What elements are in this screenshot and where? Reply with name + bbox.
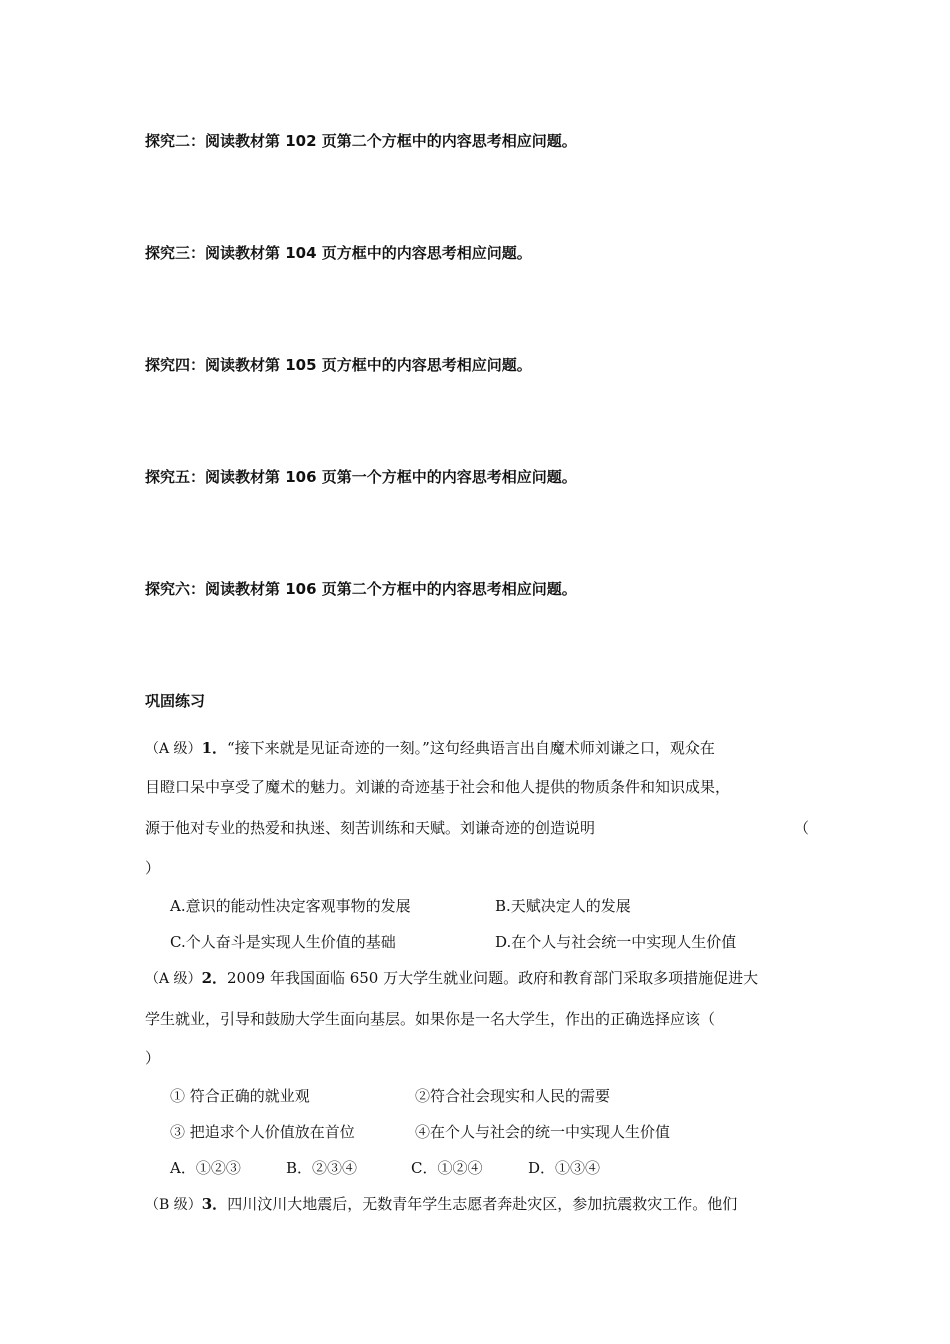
q1-paren-open: （ <box>794 819 810 837</box>
q2-line-1 <box>145 968 758 989</box>
exploration-3: 探究三：阅读教材第 104 页方框中的内容思考相应问题。 <box>145 244 532 262</box>
q1-option-d: D.在个人与社会统一中实现人生价值 <box>495 933 737 951</box>
q1-option-b: B.天赋决定人的发展 <box>495 897 631 915</box>
q2-option-a: A．①②③ <box>170 1159 241 1177</box>
section-title: 巩固练习 <box>145 692 206 710</box>
q1-level: （A 级） <box>145 741 202 757</box>
q1-option-c: C.个人奋斗是实现人生价值的基础 <box>170 933 396 951</box>
exploration-5: 探究五：阅读教材第 106 页第一个方框中的内容思考相应问题。 <box>145 468 577 486</box>
q1-line-1 <box>145 738 715 759</box>
q2-item-3: ③ 把追求个人价值放在首位 <box>170 1123 355 1141</box>
q3-number: 3． <box>201 1195 228 1213</box>
q3-level: （B 级） <box>145 1197 202 1213</box>
q2-number: 2． <box>201 969 227 987</box>
q3-line-1 <box>145 1194 737 1215</box>
q2-item-4: ④在个人与社会的统一中实现人生价值 <box>415 1123 671 1141</box>
q2-text-1: 2009 年我国面临 650 万大学生就业问题。政府和教育部门采取多项措施促进大 <box>227 969 759 987</box>
q1-option-a: A.意识的能动性决定客观事物的发展 <box>170 897 411 915</box>
q1-line-2: 目瞪口呆中享受了魔术的魅力。刘谦的奇迹基于社会和他人提供的物质条件和知识成果， <box>145 778 731 796</box>
q1-line-3: 源于他对专业的热爱和执迷、刻苦训练和天赋。刘谦奇迹的创造说明 <box>145 819 596 837</box>
q1-paren-close: ） <box>145 859 161 877</box>
exploration-6: 探究六：阅读教材第 106 页第二个方框中的内容思考相应问题。 <box>145 580 577 598</box>
q2-item-2: ②符合社会现实和人民的需要 <box>415 1087 611 1105</box>
q2-option-c: C．①②④ <box>411 1159 483 1177</box>
q2-line-2: 学生就业，引导和鼓励大学生面向基层。如果你是一名大学生，作出的正确选择应该（ <box>145 1010 716 1028</box>
q2-item-1: ① 符合正确的就业观 <box>170 1087 310 1105</box>
exploration-4: 探究四：阅读教材第 105 页方框中的内容思考相应问题。 <box>145 356 532 374</box>
q2-option-b: B．②③④ <box>286 1159 358 1177</box>
q1-text-1: “接下来就是见证奇迹的一刻。”这句经典语言出自魔术师刘谦之口，观众在 <box>227 739 715 757</box>
q1-number: 1． <box>201 739 227 757</box>
q3-text-1: 四川汶川大地震后，无数青年学生志愿者奔赴灾区，参加抗震救灾工作。他们 <box>227 1195 738 1213</box>
q2-level: （A 级） <box>145 971 202 987</box>
q2-option-d: D．①③④ <box>528 1159 601 1177</box>
exploration-2: 探究二：阅读教材第 102 页第二个方框中的内容思考相应问题。 <box>145 132 577 150</box>
q2-paren-close: ） <box>145 1049 161 1067</box>
